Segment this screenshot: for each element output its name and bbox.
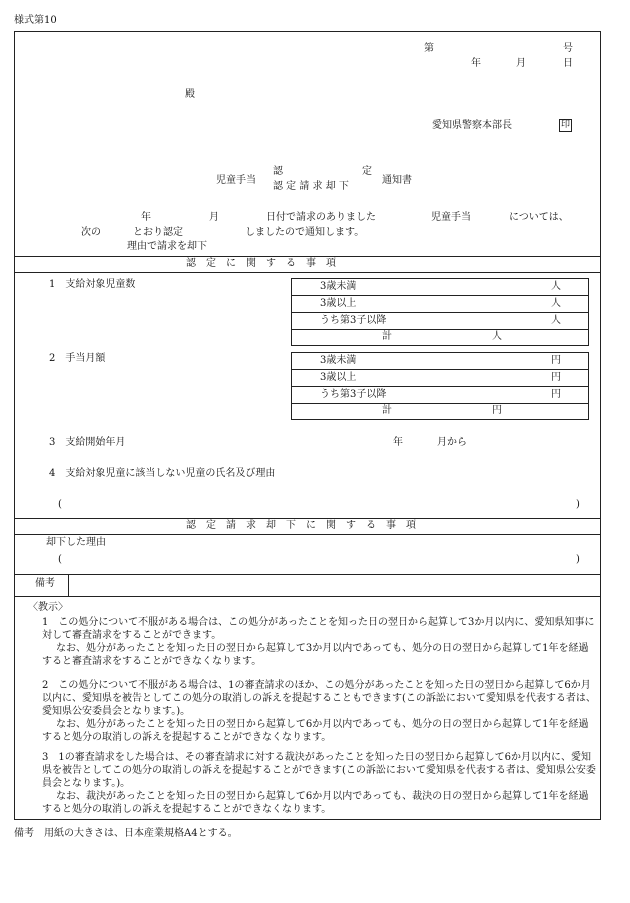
table-row-unit: 人	[551, 298, 561, 309]
item3-year: 年	[393, 437, 403, 448]
table-row-unit: 円	[551, 372, 561, 383]
section1-top-rule	[14, 256, 601, 257]
number-label: 第	[424, 43, 434, 54]
table-row-label: 3歳未満	[320, 281, 357, 292]
table-row-label: 3歳未満	[320, 355, 357, 366]
item1-label: 1 支給対象児童数	[49, 279, 136, 290]
intro-as: とおり認定	[133, 227, 183, 238]
title-prefix: 児童手当	[216, 175, 256, 186]
title-line2: 認 定 請 求 却 下	[273, 181, 349, 192]
table-row-unit: 人	[551, 281, 561, 292]
total-unit: 人	[492, 331, 502, 342]
total-label: 計	[382, 331, 392, 342]
title-suffix: 通知書	[382, 175, 412, 186]
date-month: 月	[516, 58, 526, 69]
table-row-label: うち第3子以降	[320, 315, 387, 326]
notice-paragraph-1	[28, 616, 598, 668]
intro-year: 年	[141, 212, 151, 223]
monthly-amount-table	[291, 352, 589, 420]
rejection-paren-open: (	[58, 554, 62, 565]
table-row-label: うち第3子以降	[320, 389, 387, 400]
section2-top-rule	[14, 518, 601, 519]
intro-about: については、	[509, 212, 569, 223]
remarks-label: 備考	[35, 578, 55, 589]
notice-3a: 3 1の審査請求をした場合は、その審査請求に対する裁決があったことを知った日の翌日から起算して6か月以内に、愛知県を被告としてこの処分の取消しの訴えを提起することができます(この訴訟において愛知県を代表する者は、愛知県公安委員会となります。)。	[42, 752, 596, 789]
item2-label: 2 手当月額	[49, 353, 106, 364]
intro-date-suffix: 日付で請求のありました	[266, 212, 376, 223]
issuer: 愛知県警察本部長	[432, 120, 512, 131]
notice-title: 〈教示〉	[28, 602, 68, 613]
remarks-top-rule	[14, 574, 601, 575]
date-day: 日	[563, 58, 573, 69]
notice-paragraph-2	[28, 679, 598, 744]
intro-month: 月	[209, 212, 219, 223]
notice-3b: なお、裁決があったことを知った日の翌日から起算して6か月以内であっても、裁決の日の翌日から起算して1年を経過すると処分の取消しの訴えを提起することができなくなります。	[42, 791, 589, 815]
date-year: 年	[471, 58, 481, 69]
section1-heading-rule	[14, 272, 601, 273]
remarks-bottom-rule	[14, 596, 601, 597]
table-row-label: 3歳以上	[320, 372, 357, 383]
rejection-reason-label: 却下した理由	[46, 537, 106, 548]
title-line1-b: 定	[362, 166, 372, 177]
rejection-paren-close: )	[576, 554, 580, 565]
number-suffix: 号	[563, 43, 573, 54]
children-count-table	[291, 278, 589, 346]
notice-1b: なお、処分があったことを知った日の翌日から起算して3か月以内であっても、処分の日の翌日から起算して1年を経過すると審査請求をすることができなくなります。	[42, 643, 589, 667]
total-label: 計	[382, 405, 392, 416]
section2-heading-rule	[14, 534, 601, 535]
remarks-divider	[68, 574, 69, 596]
item3-month: 月から	[437, 437, 467, 448]
item4-paren-open: (	[58, 499, 62, 510]
intro-reason: 理由で請求を却下	[127, 241, 207, 252]
table-row-unit: 円	[551, 389, 561, 400]
notice-2a: 2 この処分について不服がある場合は、1の審査請求のほか、この処分があったことを知った日の翌日から起算して6か月以内に、愛知県を被告としてこの処分の取消しの訴えを提起することもできます(この訴訟において愛知県を代表する者は、愛知県公安委員会となります。)。	[42, 680, 596, 717]
item4-label: 4 支給対象児童に該当しない児童の氏名及び理由	[49, 468, 276, 479]
notice-paragraph-3	[28, 751, 598, 816]
section1-heading: 認 定 に 関 す る 事 項	[186, 258, 336, 269]
total-unit: 円	[492, 405, 502, 416]
title-line1-a: 認	[273, 166, 283, 177]
table-row-label: 3歳以上	[320, 298, 357, 309]
notice-1a: 1 この処分について不服がある場合は、この処分があったことを知った日の翌日から起算して3か月以内に、愛知県知事に対して審査請求をすることができます。	[42, 617, 595, 641]
table-row-unit: 人	[551, 315, 561, 326]
notice-2b: なお、処分があったことを知った日の翌日から起算して6か月以内であっても、処分の日の翌日から起算して1年を経過すると処分の取消しの訴えを提起することができなくなります。	[42, 719, 589, 743]
intro-did: しましたので通知します。	[245, 227, 365, 238]
footer-note: 備考 用紙の大きさは、日本産業規格A4とする。	[14, 828, 238, 839]
section2-heading: 認 定 請 求 却 下 に 関 す る 事 項	[186, 520, 416, 531]
item3-label: 3 支給開始年月	[49, 437, 126, 448]
item4-paren-close: )	[576, 499, 580, 510]
seal-mark: 印	[561, 120, 571, 130]
form-label: 様式第10	[14, 15, 57, 26]
intro-next: 次の	[81, 227, 101, 238]
intro-allowance: 児童手当	[431, 212, 471, 223]
addressee-suffix: 殿	[185, 89, 195, 100]
table-row-unit: 円	[551, 355, 561, 366]
